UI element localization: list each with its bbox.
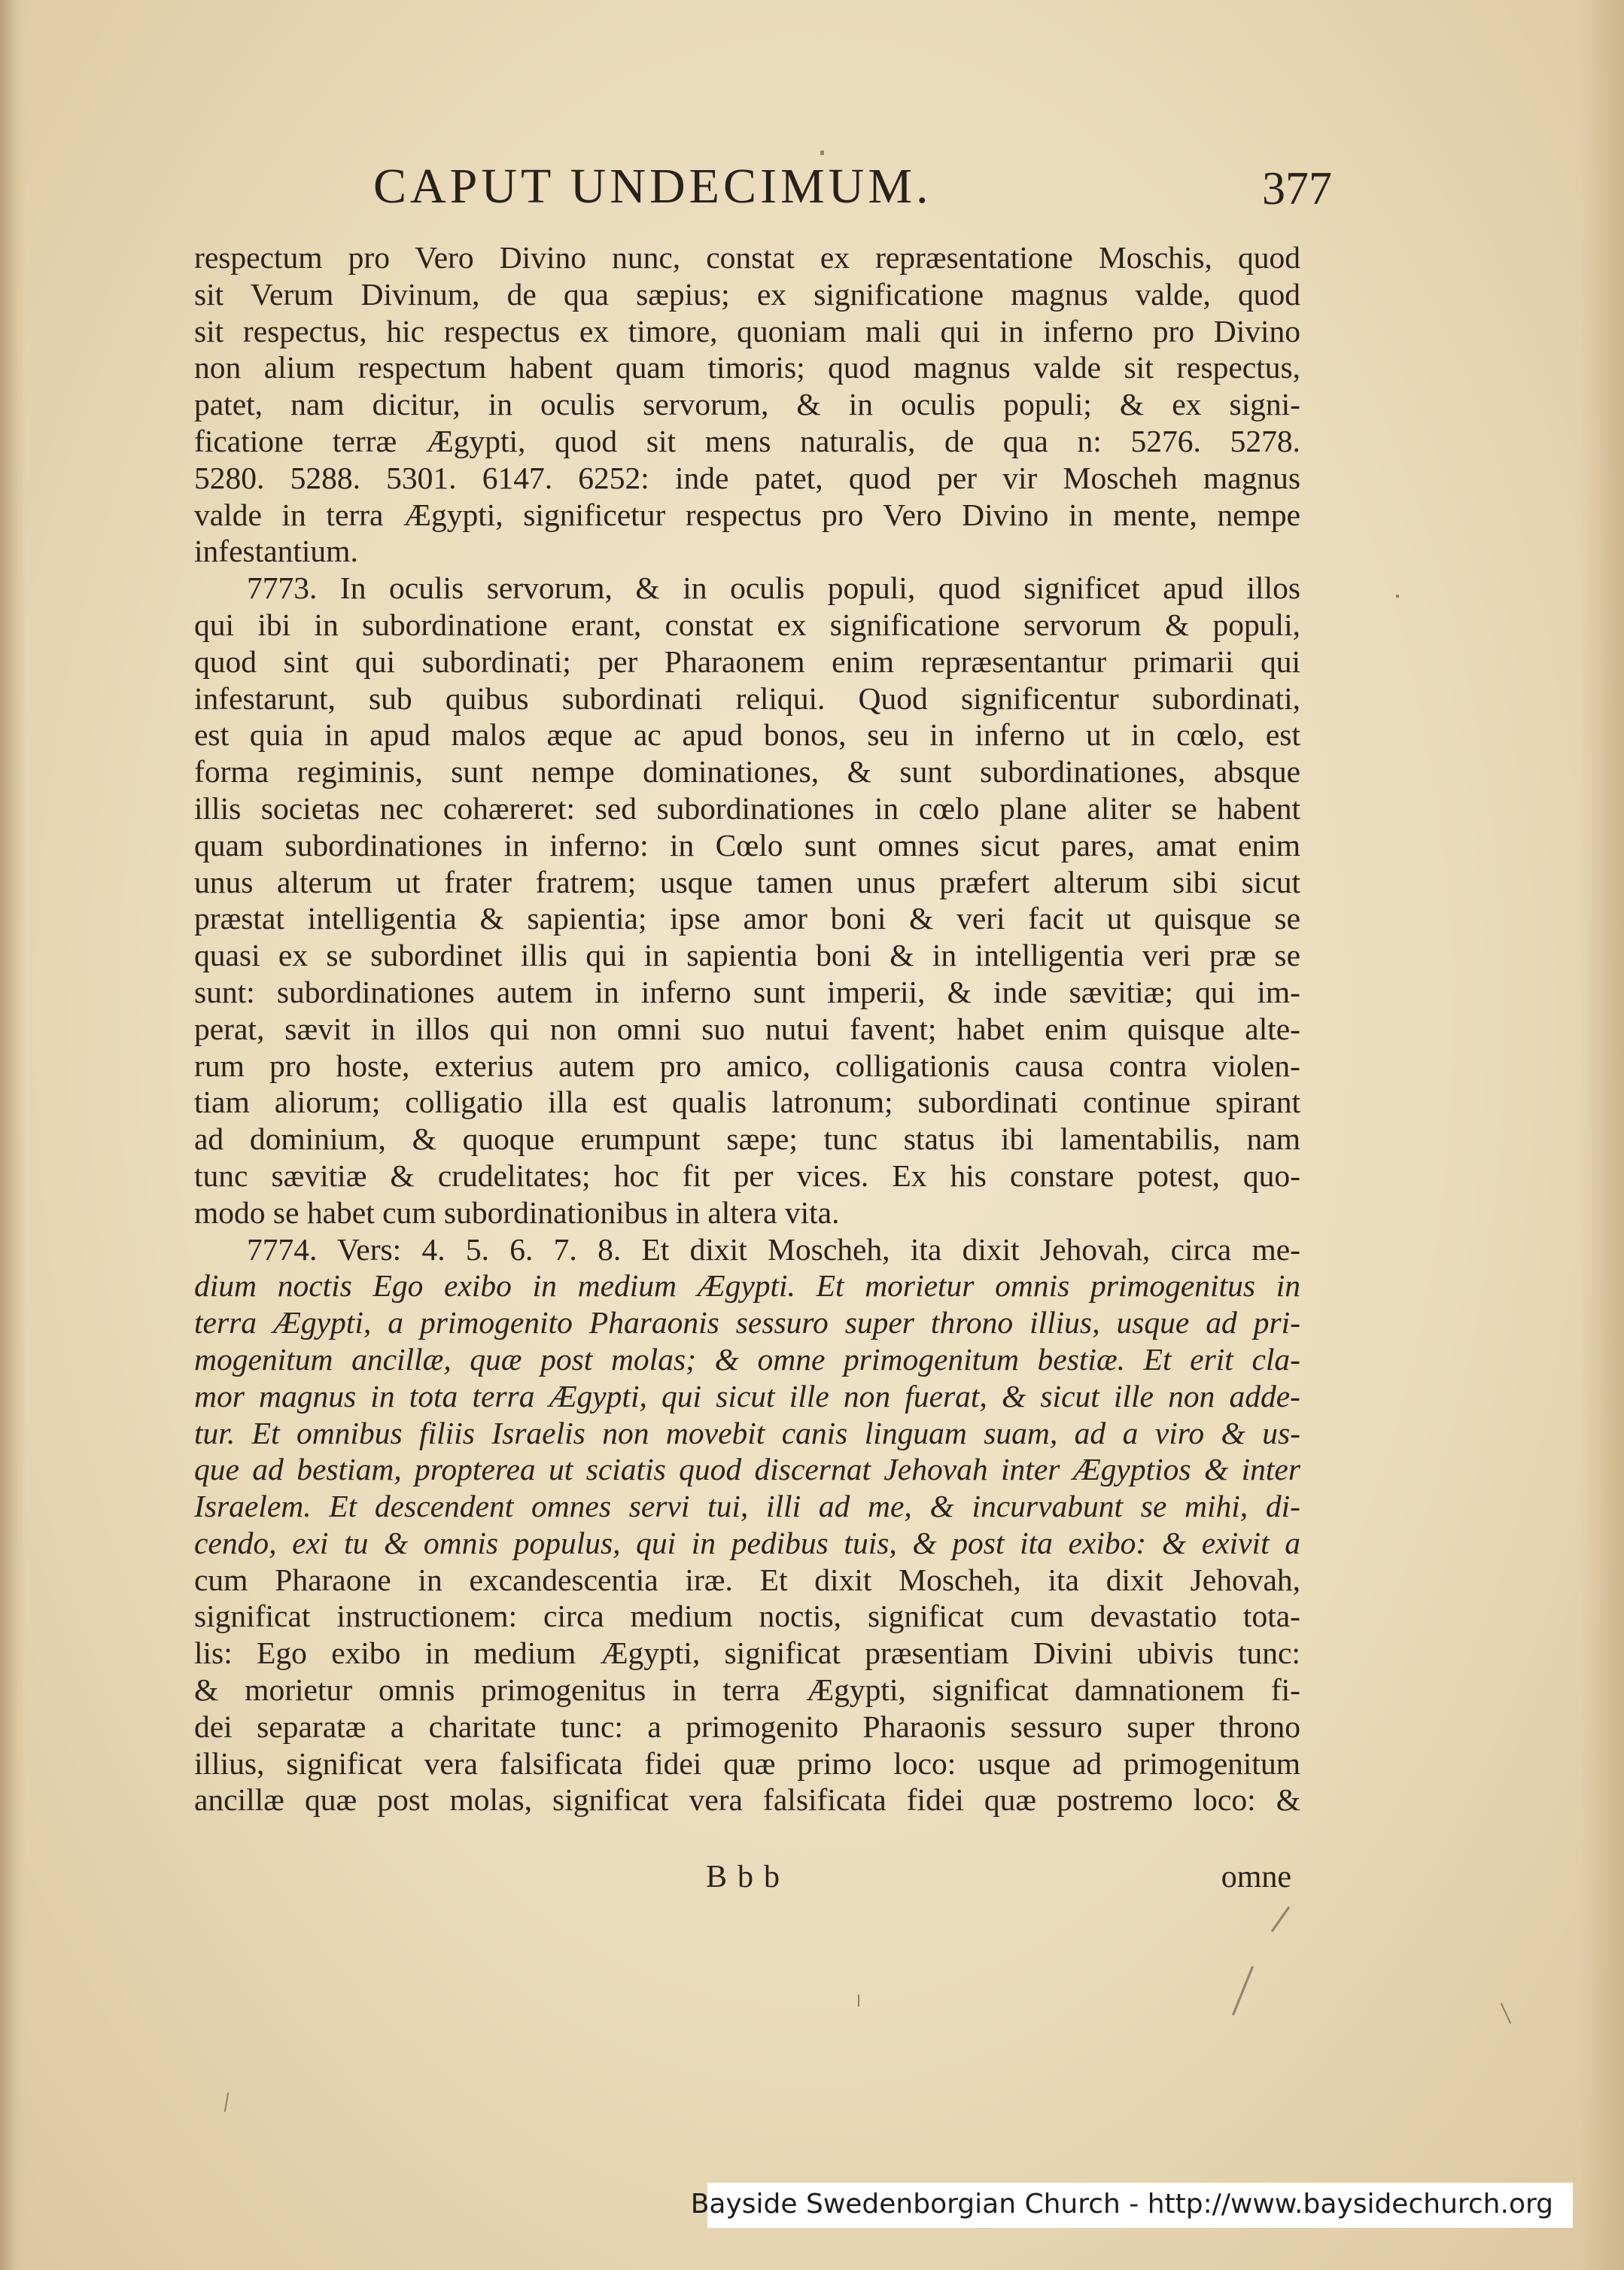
text-line: quod sint qui subordinati; per Pharaonem enim repræsentantur primarii qui (194, 644, 1300, 679)
running-title: CAPUT UNDECIMUM. (373, 159, 932, 214)
text-line: cum Pharaone in excandescentia iræ. Et dixit Moscheh, ita dixit Jehovah, (194, 1562, 1300, 1597)
text-line: qui ibi in subordinatione erant, constat ex significatione servorum & populi, (194, 607, 1300, 642)
text-line: valde in terra Ægypti, significetur respectus pro Vero Divino in mente, nempe (194, 497, 1300, 532)
text-line: ad dominium, & quoque erumpunt sæpe; tunc status ibi lamentabilis, nam (194, 1121, 1300, 1157)
text-line: sit respectus, hic respectus ex timore, quoniam mali qui in inferno pro Divino (194, 313, 1300, 348)
scripture-line: cendo, exi tu & omnis populus, qui in pedibus tuis, & post ita exibo: & exivit a (194, 1525, 1300, 1560)
text-line: infestarunt, sub quibus subordinati reliqui. Quod significentur subordinati, (194, 680, 1300, 716)
text-line: illis societas nec cohæreret: sed subordinationes in cœlo plane aliter se habent (194, 790, 1300, 826)
watermark-banner (690, 2183, 1573, 2228)
text-line: dei separatæ a charitate tunc: a primogenito Pharaonis sessuro super throno (194, 1709, 1300, 1744)
text-line: sunt: subordinationes autem in inferno sunt imperii, & inde sævitiæ; qui im- (194, 974, 1300, 1009)
text-line: est quia in apud malos æque ac apud bonos, seu in inferno ut in cœlo, est (194, 717, 1300, 753)
text-line: non alium respectum habent quam timoris; quod magnus valde sit respectus, (194, 350, 1300, 385)
text-line: sit Verum Divinum, de qua sæpius; ex significatione magnus valde, quod (194, 276, 1300, 312)
text-line: ancillæ quæ post molas, significat vera falsificata fidei quæ postremo loco: & (194, 1782, 1300, 1818)
scripture-line: que ad bestiam, propterea ut sciatis quod discernat Jehovah inter Ægyptios & inter (194, 1452, 1300, 1487)
text-line: rum pro hoste, exterius autem pro amico, colligationis causa contra violen- (194, 1048, 1300, 1083)
text-line: tunc sævitiæ & crudelitates; hoc fit per vices. Ex his constare potest, quo- (194, 1158, 1300, 1193)
text-line: forma regiminis, sunt nempe dominationes, & sunt subordinationes, absque (194, 754, 1300, 790)
paragraph-start-7773: 7773. In oculis servorum, & in oculis populi, quod significet apud illos (247, 571, 1300, 606)
page-footer (194, 1859, 1291, 1904)
pen-stroke (1271, 1906, 1290, 1932)
text-line: infestantium. (194, 534, 358, 569)
pen-stroke (224, 2092, 229, 2112)
text-line: unus alterum ut frater fratrem; usque tamen unus præfert alterum sibi sicut (194, 864, 1300, 899)
text-line: modo se habet cum subordinationibus in altera vita. (194, 1194, 840, 1230)
scripture-line: dium noctis Ego exibo in medium Ægypti. Et morietur omnis primogenitus in (194, 1268, 1300, 1304)
text-line: lis: Ego exibo in medium Ægypti, significat præsentiam Divini ubivis tunc: (194, 1636, 1300, 1671)
body-text (194, 239, 1300, 1818)
ink-speck (820, 151, 824, 155)
scripture-line: Israelem. Et descendent omnes servi tui, illi ad me, & incurvabunt se mihi, di- (194, 1489, 1300, 1524)
ink-speck (1396, 595, 1399, 598)
text-line: 5280. 5288. 5301. 6147. 6252: inde patet, quod per vir Moscheh magnus (194, 460, 1300, 495)
paragraph-start-7774: 7774. Vers: 4. 5. 6. 7. 8. Et dixit Moscheh, ita dixit Jehovah, circa me- (247, 1231, 1300, 1267)
text-line: perat, sævit in illos qui non omni suo nutui favent; habet enim quisque alte- (194, 1011, 1300, 1046)
pen-stroke (1232, 1966, 1254, 2016)
pen-stroke (858, 1995, 859, 2007)
scripture-line: terra Ægypti, a primogenito Pharaonis sessuro super throno illius, usque ad pri- (194, 1305, 1300, 1340)
text-line: significat instructionem: circa medium noctis, significat cum devastatio tota- (194, 1599, 1300, 1634)
text-line: tiam aliorum; colligatio illa est qualis latronum; subordinati continue spirant (194, 1085, 1300, 1120)
watermark-text: Bayside Swedenborgian Church - http://www.baysidechurch.org (690, 2189, 1553, 2220)
catchword: omne (1221, 1860, 1291, 1894)
text-line: ficatione terræ Ægypti, quod sit mens naturalis, de qua n: 5276. 5278. (194, 423, 1300, 458)
text-line: quam subordinationes in inferno: in Cœlo sunt omnes sicut pares, amat enim (194, 827, 1300, 863)
text-line: illius, significat vera falsificata fidei quæ primo loco: usque ad primogenitum (194, 1745, 1300, 1781)
text-line: patet, nam dicitur, in oculis servorum, & in oculis populi; & ex signi- (194, 387, 1300, 422)
text-line: præstat intelligentia & sapientia; ipse amor boni & veri facit ut quisque se (194, 901, 1300, 936)
text-line: quasi ex se subordinet illis qui in sapientia boni & in intelligentia veri præ se (194, 938, 1300, 973)
signature-mark: Bbb (706, 1860, 791, 1894)
text-line: & morietur omnis primogenitus in terra Ægypti, significat damnationem fi- (194, 1672, 1300, 1708)
page-number: 377 (1262, 163, 1332, 215)
scripture-line: tur. Et omnibus filiis Israelis non movebit canis linguam suam, ad a viro & us- (194, 1415, 1300, 1450)
page-header (188, 158, 1332, 226)
text-line: respectum pro Vero Divino nunc, constat ex repræsentatione Moschis, quod (194, 240, 1300, 275)
scripture-line: mogenitum ancillæ, quæ post molas; & omne primogenitum bestiæ. Et erit cla- (194, 1341, 1300, 1377)
scripture-line: mor magnus in tota terra Ægypti, qui sicut ille non fuerat, & sicut ille non adde- (194, 1378, 1300, 1413)
pen-stroke (1501, 2003, 1511, 2024)
